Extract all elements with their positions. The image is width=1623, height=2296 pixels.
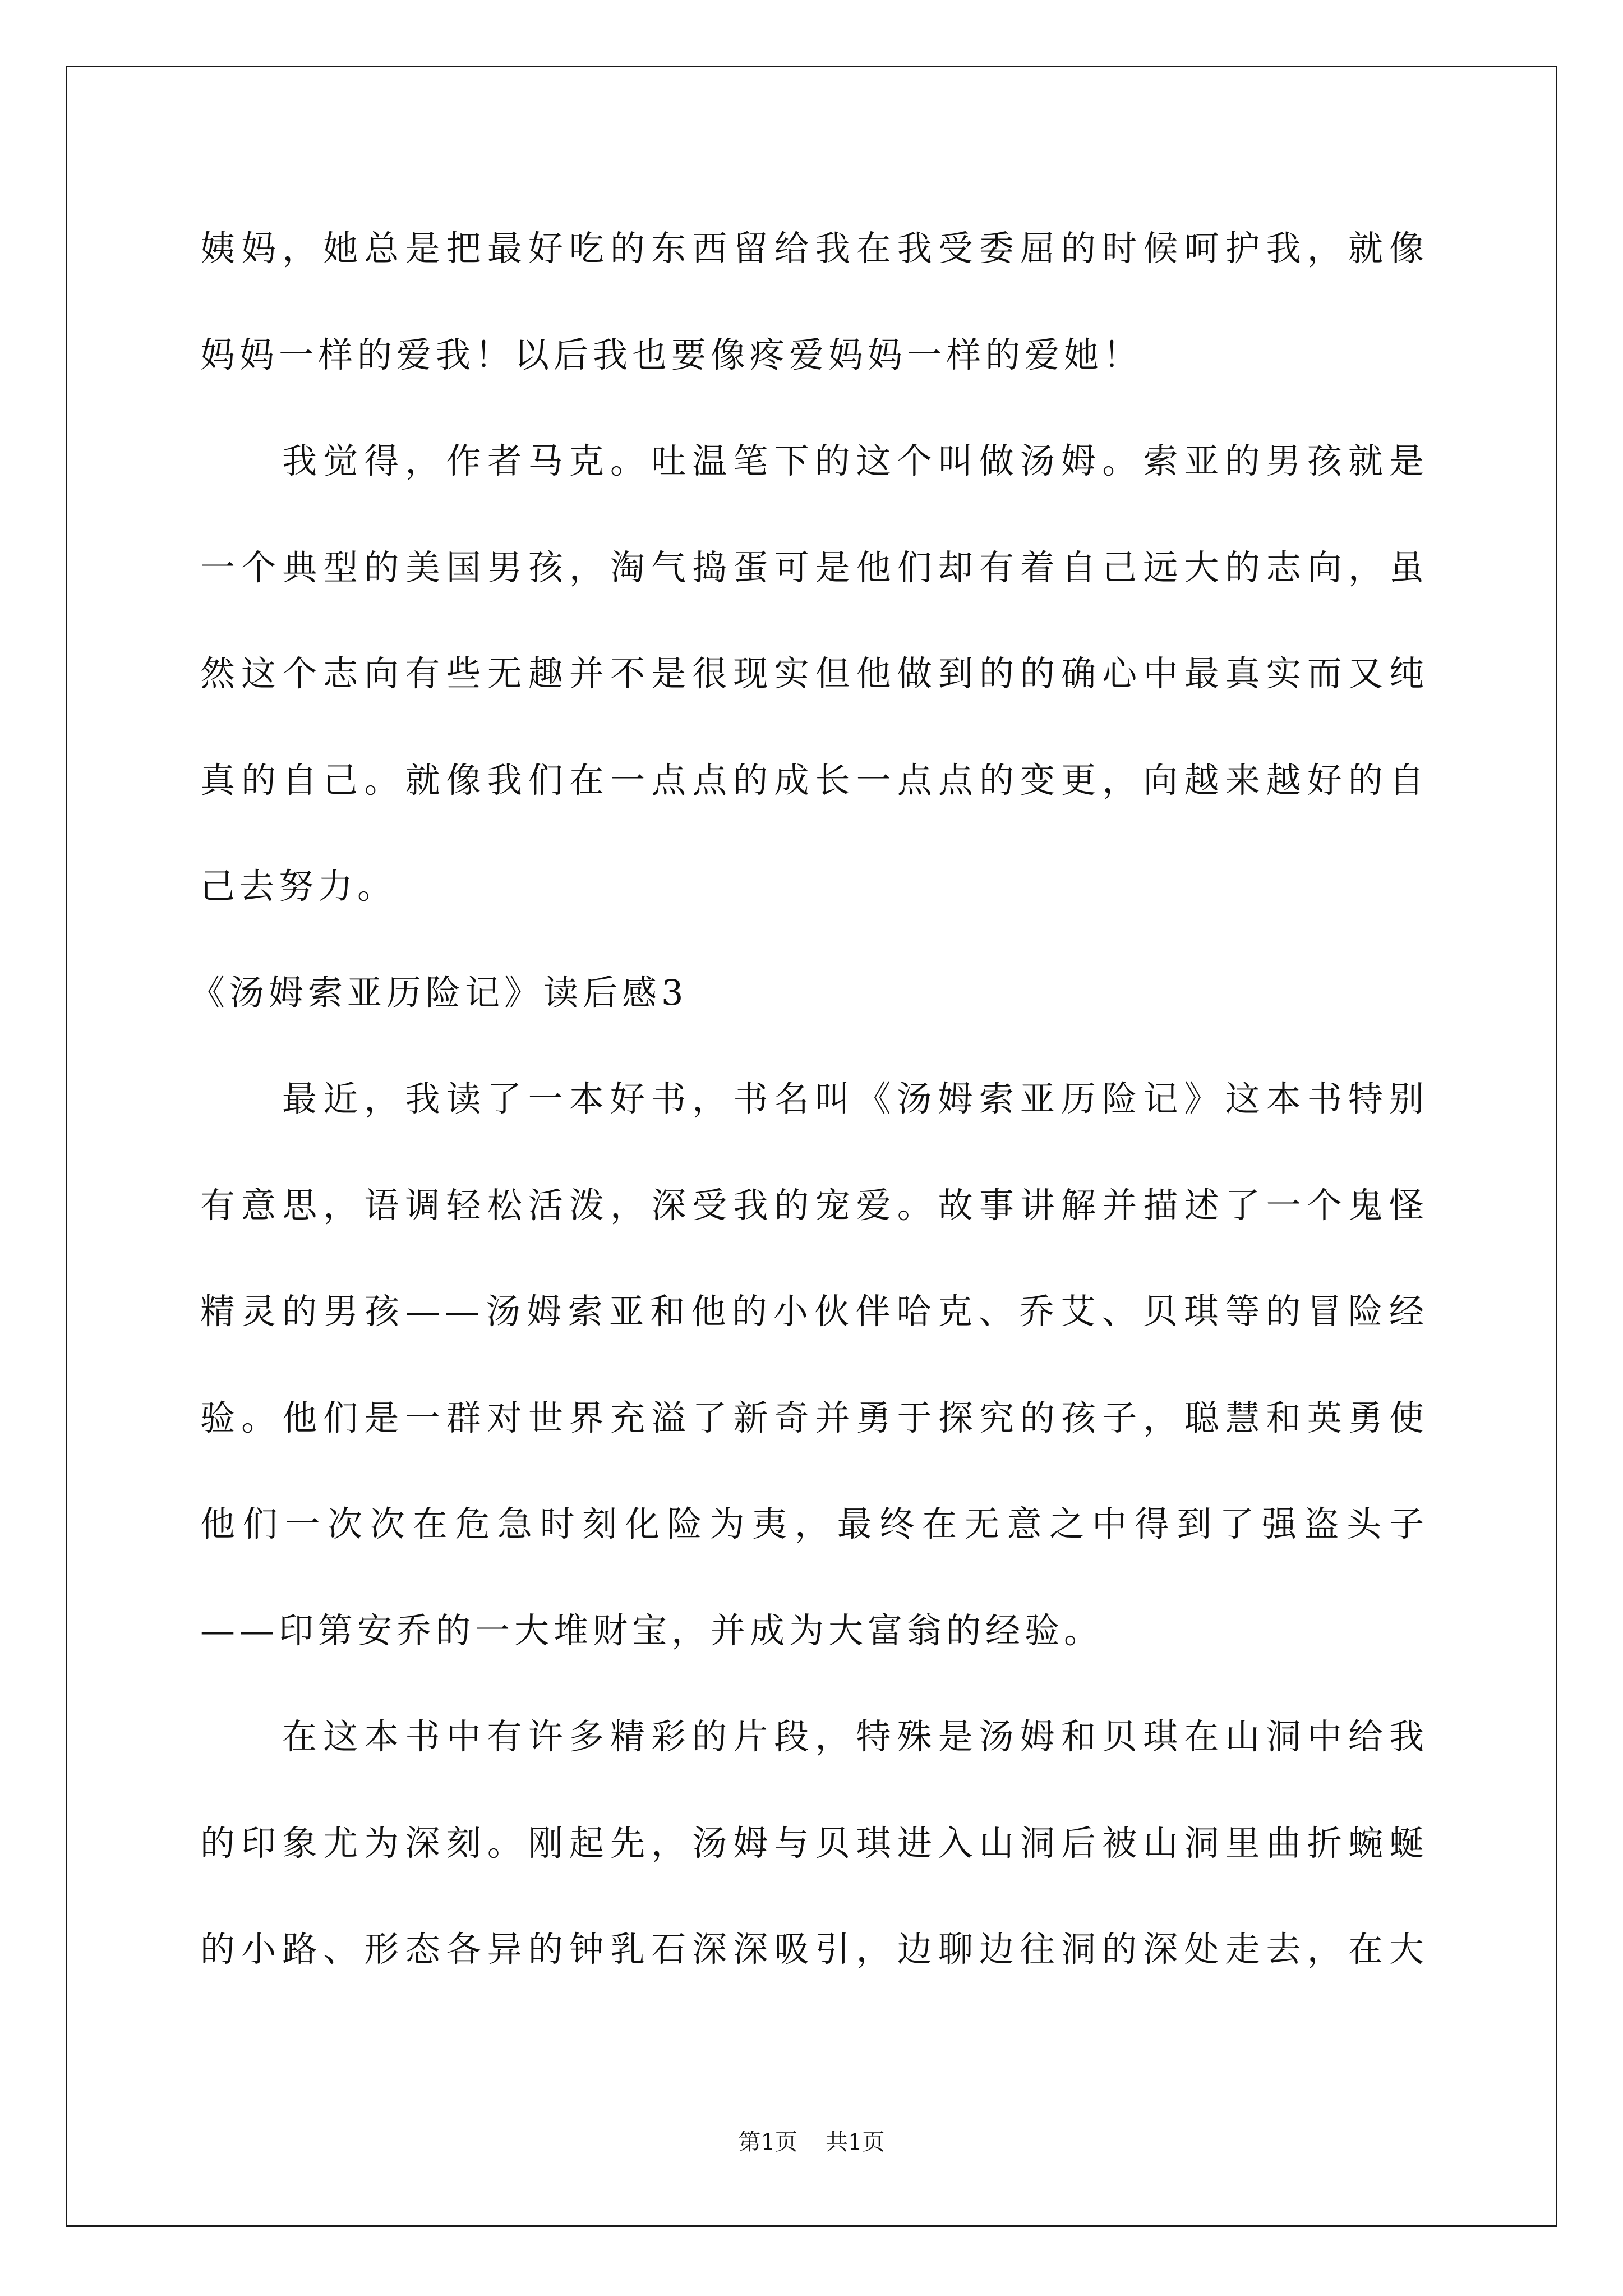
text-line: 精灵的男孩——汤姆索亚和他的小伙伴哈克、乔艾、贝琪等的冒险经: [200, 1291, 1428, 1332]
page-total: 共1页: [826, 2129, 885, 2155]
paragraph: [200, 1046, 1428, 1683]
text-line: 的小路、形态各异的钟乳石深深吸引，边聊边往洞的深处走去，在大: [200, 1929, 1428, 1970]
text-line: 妈妈一样的爱我！以后我也要像疼爱妈妈一样的爱她！: [200, 334, 1143, 375]
text-line: 他们一次次在危急时刻化险为夷，最终在无意之中得到了强盗头子: [200, 1503, 1428, 1544]
text-line: 一个典型的美国男孩，淘气捣蛋可是他们却有着自己远大的志向，虽: [200, 546, 1428, 588]
text-line: 我觉得，作者马克。吐温笔下的这个叫做汤姆。索亚的男孩就是: [282, 440, 1428, 481]
text-line: 在这本书中有许多精彩的片段，特殊是汤姆和贝琪在山洞中给我: [282, 1716, 1428, 1757]
paragraph: [200, 408, 1428, 940]
page-footer: [0, 2125, 1623, 2159]
page-number: 第1页: [738, 2129, 797, 2155]
document-body: [190, 195, 1428, 2003]
paragraph: [200, 1683, 1428, 2003]
text-line: ——印第安乔的一大堆财宝，并成为大富翁的经验。: [200, 1609, 1104, 1651]
text-line: 验。他们是一群对世界充溢了新奇并勇于探究的孩子，聪慧和英勇使: [200, 1397, 1428, 1438]
text-line: 的印象尤为深刻。刚起先，汤姆与贝琪进入山洞后被山洞里曲折蜿蜒: [200, 1822, 1428, 1864]
text-line: 有意思，语调轻松活泼，深受我的宠爱。故事讲解并描述了一个鬼怪: [200, 1184, 1428, 1226]
text-line: 最近，我读了一本好书，书名叫《汤姆索亚历险记》这本书特别: [282, 1078, 1428, 1119]
section-heading: 《汤姆索亚历险记》读后感3: [190, 972, 688, 1013]
paragraph: [200, 195, 1428, 408]
text-line: 然这个志向有些无趣并不是很现实但他做到的的确心中最真实而又纯: [200, 653, 1428, 694]
text-line: 真的自己。就像我们在一点点的成长一点点的变更，向越来越好的自: [200, 759, 1428, 800]
text-line: 姨妈，她总是把最好吃的东西留给我在我受委屈的时候呵护我，就像: [200, 228, 1428, 269]
text-line: 己去努力。: [200, 866, 397, 907]
